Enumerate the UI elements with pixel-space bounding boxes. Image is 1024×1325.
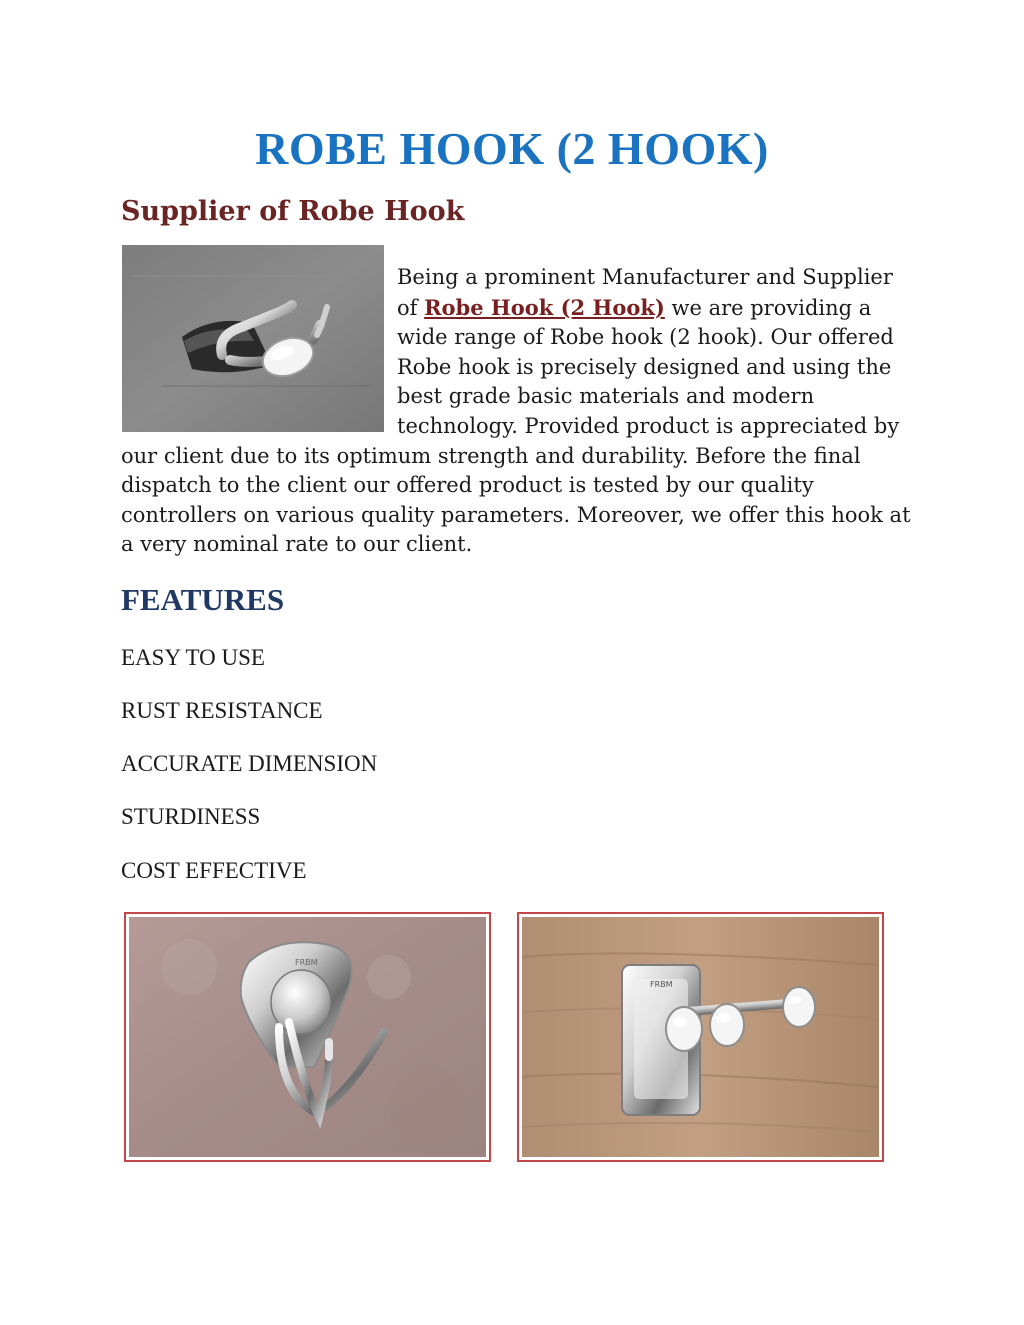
feature-item-sturdiness: STURDINESS: [121, 804, 261, 829]
brand-logo-text-2: FRBM: [650, 980, 673, 989]
image-spacer: [121, 263, 397, 438]
robe-hook-link[interactable]: Robe Hook (2 Hook): [424, 294, 665, 320]
intro-text-start: Being a prominent Manufacturer and Supplier of: [397, 265, 893, 320]
feature-item-accurate-dimension: ACCURATE DIMENSION: [121, 751, 378, 776]
page-subtitle: Supplier of Robe Hook: [121, 196, 465, 227]
triple-knob-hook-photo: [517, 912, 884, 1162]
intro-paragraph: [121, 263, 911, 560]
brand-logo-text: FRBM: [295, 958, 318, 967]
intro-text-rest: we are providing a wide range of Robe hook (2 hook). Our offered Robe hook is precisely designed and using the best grade basic materials and modern technology. Provided product is appreciated by our client due to its optimum strength and durability. Before the final dispatch to the client our offered product is tested by our quality controllers on various quality parameters. Moreover, we offer this hook at a very nominal rate to our client.: [121, 295, 911, 557]
double-hook-photo: [124, 912, 491, 1162]
features-heading: FEATURES: [121, 582, 285, 617]
feature-item-easy-to-use: EASY TO USE: [121, 645, 265, 670]
feature-item-cost-effective: COST EFFECTIVE: [121, 858, 307, 883]
feature-item-rust-resistance: RUST RESISTANCE: [121, 698, 323, 723]
page-title: ROBE HOOK (2 HOOK): [255, 123, 769, 174]
